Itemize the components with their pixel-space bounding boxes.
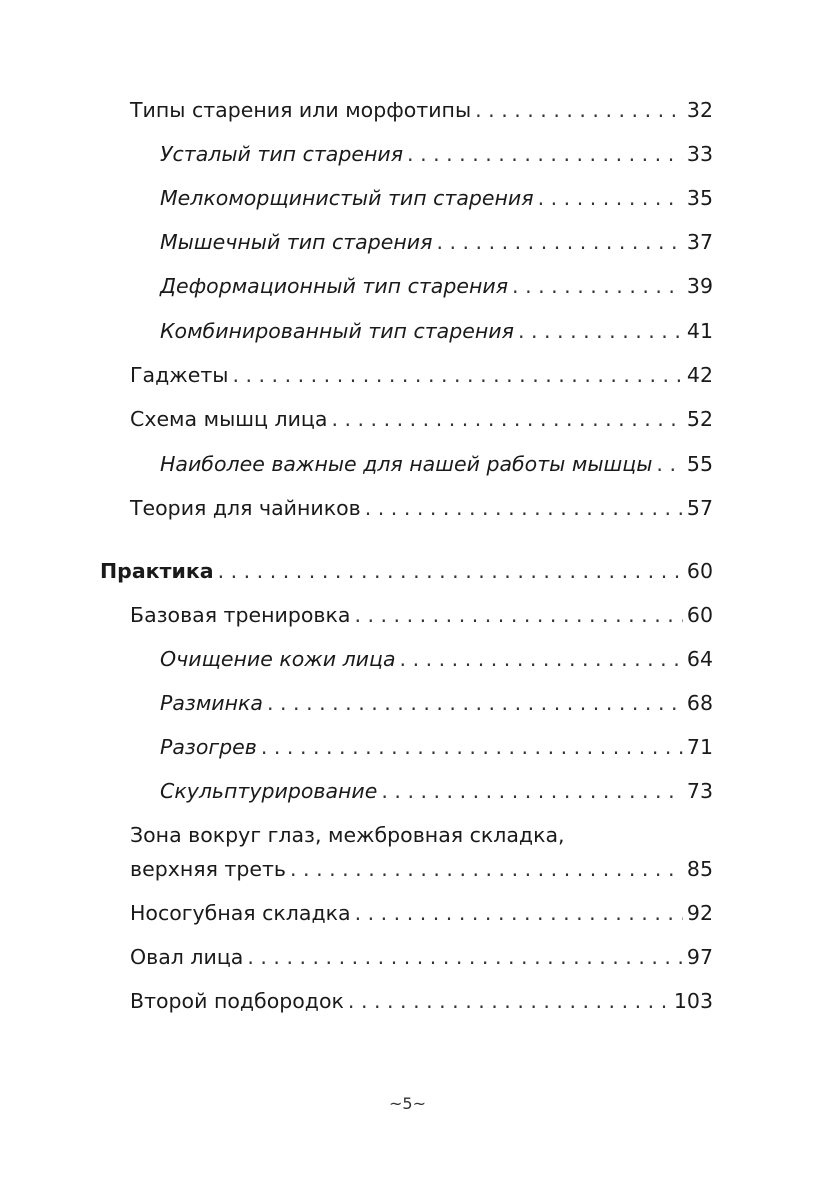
toc-entry[interactable] [160, 646, 713, 672]
toc-entry-page: 42 [686, 363, 713, 387]
toc-entry-title-line1: Зона вокруг глаз, межбровная складка, [130, 823, 565, 847]
toc-entry-title: Мышечный тип старения [160, 230, 433, 254]
toc-entry[interactable] [160, 318, 713, 344]
toc-entry-title: Овал лица [130, 945, 244, 969]
dot-leader [381, 778, 683, 804]
toc-entry[interactable] [130, 822, 713, 882]
toc-entry-title: Деформационный тип старения [160, 274, 509, 298]
toc-entry-page: 85 [686, 857, 713, 881]
toc-entry-title: Усталый тип старения [160, 142, 404, 166]
dot-leader [407, 141, 683, 167]
toc-entry-page: 37 [686, 230, 713, 254]
toc-section-heading[interactable] [100, 558, 713, 584]
dot-leader [354, 602, 682, 628]
toc-entry[interactable] [130, 988, 713, 1014]
toc-entry-page: 60 [686, 559, 713, 583]
toc-entry[interactable] [130, 900, 713, 926]
dot-leader [538, 185, 683, 211]
toc-entry[interactable] [130, 406, 713, 432]
dot-leader [232, 362, 682, 388]
toc-entry-page: 55 [686, 452, 713, 476]
dot-leader [656, 451, 682, 477]
toc-entry[interactable] [130, 495, 713, 521]
toc-entry[interactable] [160, 141, 713, 167]
toc-entry[interactable] [160, 734, 713, 760]
dot-leader [247, 944, 683, 970]
toc-entry-title: Разогрев [160, 735, 257, 759]
dot-leader [518, 318, 683, 344]
toc-entry-title: Комбинированный тип старения [160, 319, 514, 343]
toc-entry-title: Очищение кожи лица [160, 647, 396, 671]
dot-leader [267, 690, 683, 716]
toc-entry-title: Разминка [160, 691, 263, 715]
toc-entry-page: 71 [686, 735, 713, 759]
dot-leader [436, 229, 682, 255]
toc-entry-title: Практика [100, 559, 214, 583]
dot-leader [261, 734, 683, 760]
dot-leader [218, 558, 683, 584]
toc-entry-page: 64 [686, 647, 713, 671]
toc-entry-title: Наиболее важные для нашей работы мышцы [160, 452, 653, 476]
toc-entry-page: 32 [686, 98, 713, 122]
dot-leader [475, 97, 683, 123]
toc-entry-title: Второй подбородок [130, 989, 344, 1013]
toc-entry[interactable] [160, 690, 713, 716]
toc-entry-title: Типы старения или морфотипы [130, 98, 472, 122]
toc-entry[interactable] [160, 273, 713, 299]
toc-entry-page: 41 [686, 319, 713, 343]
dot-leader [400, 646, 683, 672]
toc-entry-title: Носогубная складка [130, 901, 351, 925]
toc-entry[interactable] [130, 362, 713, 388]
toc-entry-page: 52 [686, 407, 713, 431]
toc-entry-page: 97 [686, 945, 713, 969]
toc-entry-page: 73 [686, 779, 713, 803]
toc-entry-title: Схема мышц лица [130, 407, 328, 431]
dot-leader [331, 406, 682, 432]
toc-entry-page: 35 [686, 186, 713, 210]
toc-entry[interactable] [160, 451, 713, 477]
toc-entry-title: Гаджеты [130, 363, 229, 387]
toc-entry-title: Базовая тренировка [130, 603, 351, 627]
toc-entry-page: 68 [686, 691, 713, 715]
toc-entry-page: 103 [673, 989, 713, 1013]
toc-entry-title: Скульптурирование [160, 779, 378, 803]
dot-leader [290, 856, 683, 882]
toc-entry[interactable] [160, 185, 713, 211]
toc-entry-title: Мелкоморщинистый тип старения [160, 186, 534, 210]
dot-leader [355, 900, 683, 926]
toc-entry[interactable] [130, 97, 713, 123]
toc-entry-page: 60 [686, 603, 713, 627]
toc-entry-title: Теория для чайников [130, 496, 361, 520]
toc-entry-page: 33 [686, 142, 713, 166]
toc-entry[interactable] [160, 778, 713, 804]
toc-entry-page: 57 [686, 496, 713, 520]
page-number: ~5~ [389, 1094, 426, 1113]
toc-entry-page: 92 [686, 901, 713, 925]
toc-entry-page: 39 [686, 274, 713, 298]
dot-leader [348, 988, 670, 1014]
toc-entry[interactable] [160, 229, 713, 255]
toc-entry[interactable] [130, 944, 713, 970]
toc-entry-title-line2: верхняя треть [130, 857, 287, 881]
dot-leader [512, 273, 683, 299]
toc-entry[interactable] [130, 602, 713, 628]
dot-leader [365, 495, 683, 521]
